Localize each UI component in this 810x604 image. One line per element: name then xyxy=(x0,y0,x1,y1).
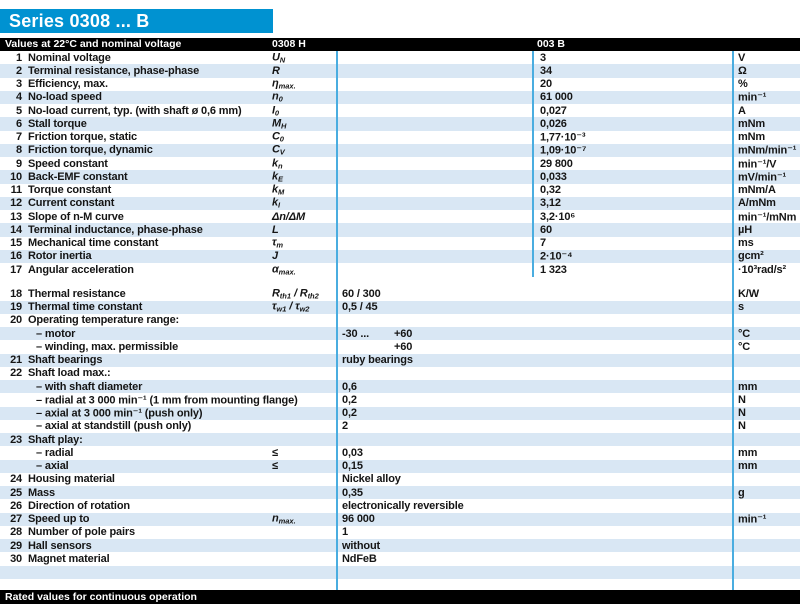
header-caption: Values at 22°C and nominal voltage xyxy=(5,38,182,50)
row-value: without xyxy=(342,539,381,552)
page-title: Series 0308 ... B xyxy=(9,11,150,31)
row-number: 6 xyxy=(16,117,22,130)
row-number: 30 xyxy=(10,552,22,565)
row-value: NdFeB xyxy=(342,552,377,565)
row-label: Terminal resistance, phase-phase xyxy=(28,64,200,77)
row-number: 22 xyxy=(10,367,22,380)
row-label: Nominal voltage xyxy=(28,51,111,64)
row-label: Friction torque, dynamic xyxy=(28,144,153,157)
row-symbol: $k_M$ xyxy=(272,183,285,197)
row-label: Mechanical time constant xyxy=(28,237,159,250)
footer-caption: Rated values for continuous operation xyxy=(5,591,197,603)
table-row xyxy=(0,420,800,433)
table-row xyxy=(0,287,800,300)
row-label: Slope of n-M curve xyxy=(28,210,124,223)
row-value: 0,027 xyxy=(540,104,567,117)
row-label: – radial at 3 000 min⁻¹ (1 mm from mounting flange) xyxy=(36,394,298,407)
row-number: 10 xyxy=(10,170,22,183)
row-symbol: $\tau_{w1} / \tau_{w2}$ xyxy=(272,300,310,314)
row-label: – axial xyxy=(36,460,69,473)
row-label: – with shaft diameter xyxy=(36,380,143,393)
row-unit: mNm/A xyxy=(738,184,776,197)
row-label: Magnet material xyxy=(28,552,110,565)
row-number: 4 xyxy=(16,91,22,104)
row-label: – motor xyxy=(36,327,76,340)
column-separator xyxy=(732,51,734,590)
row-unit: µH xyxy=(738,223,752,236)
row-number: 8 xyxy=(16,144,22,157)
row-number: 12 xyxy=(10,197,22,210)
table-row xyxy=(0,104,800,117)
header-column-003b: 003 B xyxy=(537,38,566,50)
row-number: 20 xyxy=(10,314,22,327)
table-row xyxy=(0,446,800,459)
row-unit: ms xyxy=(738,237,754,250)
table-row xyxy=(0,210,800,223)
row-value: 96 000 xyxy=(342,513,375,526)
row-label: Torque constant xyxy=(28,184,112,197)
row-label: Direction of rotation xyxy=(28,499,130,512)
row-value: 1,77·10⁻³ xyxy=(540,131,586,144)
row-symbol: ≤ xyxy=(272,446,278,459)
row-value: 1 323 xyxy=(540,263,567,276)
row-unit: mNm xyxy=(738,131,766,144)
row-unit: % xyxy=(738,78,748,91)
row-symbol: $k_I$ xyxy=(272,196,281,210)
row-number: 25 xyxy=(10,486,22,499)
row-value: ruby bearings xyxy=(342,354,413,367)
row-unit: mNm xyxy=(738,117,766,130)
row-label: – winding, max. permissible xyxy=(36,340,179,353)
row-value: 34 xyxy=(540,64,552,77)
row-unit: min⁻¹/mNm xyxy=(738,211,797,224)
row-number: 21 xyxy=(10,354,22,367)
row-unit: A/mNm xyxy=(738,197,776,210)
row-label: No-load current, typ. (with shaft ø 0,6 mm) xyxy=(28,104,242,117)
row-value: electronically reversible xyxy=(342,499,464,512)
row-symbol: R xyxy=(272,64,280,77)
row-label: Current constant xyxy=(28,197,115,210)
row-number: 28 xyxy=(10,526,22,539)
row-value: 0,35 xyxy=(342,486,363,499)
table-row xyxy=(0,263,800,276)
row-value: 0,026 xyxy=(540,117,567,130)
row-label: Rotor inertia xyxy=(28,250,92,263)
row-symbol: $\eta_{max.}$ xyxy=(272,77,296,91)
row-value: +60 xyxy=(394,340,413,353)
row-symbol: $n_{max.}$ xyxy=(272,512,296,526)
row-symbol: $k_n$ xyxy=(272,157,283,171)
row-value: 3,12 xyxy=(540,197,561,210)
row-value: 29 800 xyxy=(540,157,573,170)
row-unit: N xyxy=(738,420,746,433)
table-row xyxy=(0,64,800,77)
row-symbol: $n_0$ xyxy=(272,90,283,104)
table-row xyxy=(0,407,800,420)
table-row xyxy=(0,460,800,473)
row-symbol: L xyxy=(272,223,279,236)
table-row xyxy=(0,237,800,250)
row-number: 27 xyxy=(10,513,22,526)
row-label: – radial xyxy=(36,446,74,459)
row-value: 20 xyxy=(540,78,552,91)
table-row xyxy=(0,223,800,236)
table-row xyxy=(0,157,800,170)
table-row xyxy=(0,433,800,446)
table-row xyxy=(0,354,800,367)
table-row xyxy=(0,51,800,64)
row-unit: A xyxy=(738,104,746,117)
table-row xyxy=(0,380,800,393)
row-value: 1 xyxy=(342,526,348,539)
table-row xyxy=(0,539,800,552)
row-value: 0,2 xyxy=(342,407,357,420)
row-value: 3,2·10⁶ xyxy=(540,210,576,223)
row-value: 0,32 xyxy=(540,184,561,197)
table-row xyxy=(0,250,800,263)
row-number: 24 xyxy=(10,473,22,486)
row-number: 1 xyxy=(16,51,22,64)
table-row xyxy=(0,340,800,353)
row-unit: Ω xyxy=(738,64,747,77)
table-header-bar xyxy=(0,38,800,51)
row-value: -30 ... xyxy=(342,327,370,340)
row-label: Efficiency, max. xyxy=(28,78,108,91)
row-number: 23 xyxy=(10,433,22,446)
row-unit: mNm/min⁻¹ xyxy=(738,144,797,157)
row-unit: mm xyxy=(738,380,758,393)
row-value: 3 xyxy=(540,51,546,64)
spacer-row xyxy=(0,566,800,579)
row-symbol: $R_{th1} / R_{th2}$ xyxy=(272,287,319,301)
row-label: Speed constant xyxy=(28,157,108,170)
table-row xyxy=(0,473,800,486)
row-number: 14 xyxy=(10,223,22,236)
row-symbol: $U_N$ xyxy=(272,51,286,65)
table-row xyxy=(0,131,800,144)
row-label: – axial at 3 000 min⁻¹ (push only) xyxy=(36,407,203,420)
table-row xyxy=(0,184,800,197)
row-label: Thermal time constant xyxy=(28,301,143,314)
row-unit: min⁻¹/V xyxy=(738,158,777,171)
table-row xyxy=(0,301,800,314)
row-value: 2 xyxy=(342,420,348,433)
table-row xyxy=(0,91,800,104)
row-symbol: $\alpha_{max.}$ xyxy=(272,263,296,277)
row-symbol: Δn/ΔM xyxy=(272,210,305,223)
row-unit: mV/min⁻¹ xyxy=(738,171,786,184)
row-value: 0,033 xyxy=(540,170,567,183)
row-symbol: $I_0$ xyxy=(272,104,280,118)
row-unit: ·10³rad/s² xyxy=(738,263,787,276)
row-value: 0,03 xyxy=(342,446,363,459)
row-value: 60 xyxy=(540,223,552,236)
row-unit: mm xyxy=(738,446,758,459)
row-unit: min⁻¹ xyxy=(738,91,767,104)
row-label: Speed up to xyxy=(28,513,90,526)
table-row xyxy=(0,499,800,512)
row-value: 0,6 xyxy=(342,380,357,393)
table-row xyxy=(0,486,800,499)
row-number: 26 xyxy=(10,499,22,512)
row-unit: N xyxy=(738,407,746,420)
row-number: 15 xyxy=(10,237,22,250)
row-number: 19 xyxy=(10,301,22,314)
row-unit: g xyxy=(738,486,745,499)
row-label: Housing material xyxy=(28,473,115,486)
row-unit: °C xyxy=(738,327,751,340)
row-value: 0,15 xyxy=(342,460,363,473)
row-label: Number of pole pairs xyxy=(28,526,136,539)
row-label: – axial at standstill (push only) xyxy=(36,420,192,433)
row-symbol: $C_0$ xyxy=(272,130,284,144)
row-unit: min⁻¹ xyxy=(738,513,767,526)
row-unit: mm xyxy=(738,460,758,473)
row-unit: s xyxy=(738,301,744,314)
row-number: 2 xyxy=(16,64,22,77)
table-row xyxy=(0,552,800,565)
table-row xyxy=(0,170,800,183)
row-symbol: ≤ xyxy=(272,460,278,473)
row-unit: N xyxy=(738,393,746,406)
table-row xyxy=(0,314,800,327)
row-symbol: $k_E$ xyxy=(272,170,283,184)
row-symbol: $\tau_m$ xyxy=(272,236,284,250)
footer-bar xyxy=(0,590,800,604)
table-row xyxy=(0,78,800,91)
row-unit: K/W xyxy=(738,287,759,300)
table-row xyxy=(0,393,800,406)
row-number: 11 xyxy=(10,184,22,197)
row-number: 18 xyxy=(10,287,22,300)
row-label: Shaft play: xyxy=(28,433,83,446)
row-label: Stall torque xyxy=(28,117,87,130)
column-separator xyxy=(336,51,338,590)
row-label: Shaft bearings xyxy=(28,354,103,367)
row-label: No-load speed xyxy=(28,91,102,104)
row-number: 3 xyxy=(16,78,22,91)
row-symbol: $M_H$ xyxy=(272,117,287,131)
row-symbol: J xyxy=(272,250,278,263)
row-number: 7 xyxy=(16,131,22,144)
row-unit: °C xyxy=(738,340,751,353)
row-value: 61 000 xyxy=(540,91,573,104)
table-row xyxy=(0,117,800,130)
row-number: 9 xyxy=(16,157,22,170)
row-value: Nickel alloy xyxy=(342,473,401,486)
table-row xyxy=(0,144,800,157)
table-row xyxy=(0,526,800,539)
row-value: 7 xyxy=(540,237,546,250)
row-number: 17 xyxy=(10,263,22,276)
row-number: 16 xyxy=(10,250,22,263)
row-value: 0,2 xyxy=(342,393,357,406)
row-label: Terminal inductance, phase-phase xyxy=(28,223,203,236)
row-label: Friction torque, static xyxy=(28,131,138,144)
row-label: Angular acceleration xyxy=(28,263,134,276)
table-row xyxy=(0,513,800,526)
table-row xyxy=(0,367,800,380)
row-value: +60 xyxy=(394,327,413,340)
row-unit: gcm² xyxy=(738,250,764,263)
row-value: 60 / 300 xyxy=(342,287,381,300)
table-row xyxy=(0,327,800,340)
row-symbol: $C_V$ xyxy=(272,143,285,157)
series-title-bar xyxy=(0,9,273,33)
row-value: 1,09·10⁻⁷ xyxy=(540,144,587,157)
row-label: Shaft load max.: xyxy=(28,367,111,380)
table-row xyxy=(0,197,800,210)
row-value: 0,5 / 45 xyxy=(342,301,378,314)
row-label: Back-EMF constant xyxy=(28,170,128,183)
row-label: Thermal resistance xyxy=(28,287,126,300)
header-column-0308h: 0308 H xyxy=(272,38,306,50)
row-unit: V xyxy=(738,51,746,64)
row-value: 2·10⁻⁴ xyxy=(540,250,573,263)
row-number: 5 xyxy=(16,104,22,117)
table-body xyxy=(0,51,810,592)
row-number: 13 xyxy=(10,210,22,223)
row-label: Mass xyxy=(28,486,55,499)
row-label: Operating temperature range: xyxy=(28,314,180,327)
column-separator xyxy=(532,51,534,277)
spacer-row xyxy=(0,276,800,287)
row-number: 29 xyxy=(10,539,22,552)
row-label: Hall sensors xyxy=(28,539,92,552)
